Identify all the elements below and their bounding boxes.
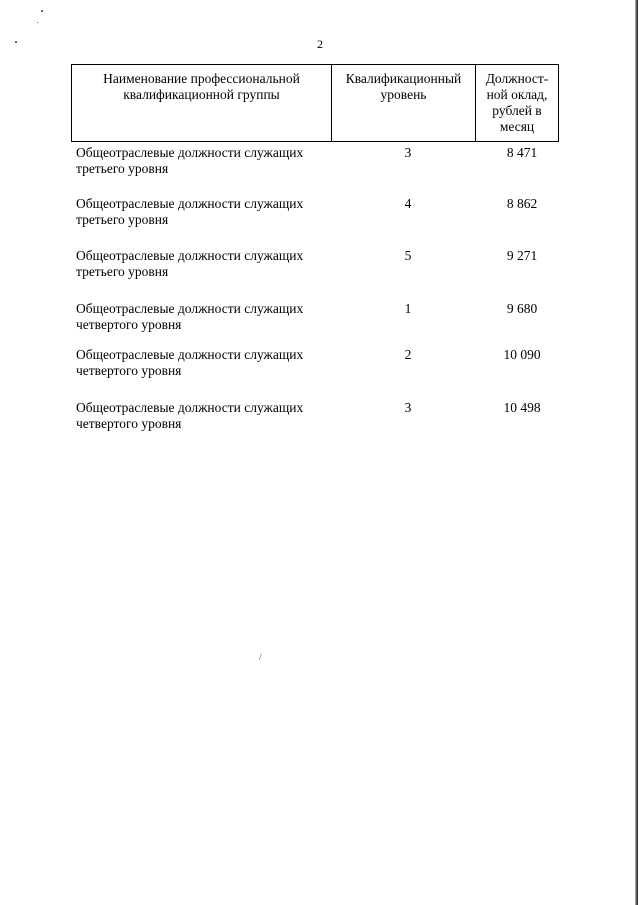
stray-pen-mark: / xyxy=(259,652,262,662)
cell-salary: 8 471 xyxy=(506,145,538,160)
header-qualification-level: Квалификационный уровень xyxy=(332,65,476,141)
header-group-name: Наименование профессиональной квалификационной группы xyxy=(72,65,332,141)
cell-level: 4 xyxy=(404,196,412,211)
table-row xyxy=(76,248,566,288)
table-row xyxy=(76,301,566,341)
scan-speck xyxy=(41,10,43,12)
page-number: 2 xyxy=(317,37,323,51)
table-row xyxy=(76,347,566,387)
cell-salary: 8 862 xyxy=(506,196,538,211)
cell-level: 2 xyxy=(404,347,412,362)
scan-speck xyxy=(37,22,38,23)
cell-group-name: Общеотраслевые должности служащих третьего уровня xyxy=(76,248,304,279)
cell-salary: 10 498 xyxy=(503,400,541,415)
cell-group-name: Общеотраслевые должности служащих третьего уровня xyxy=(76,196,304,227)
table-row xyxy=(76,400,566,440)
table-header xyxy=(71,64,559,142)
cell-level: 3 xyxy=(404,145,412,160)
cell-level: 3 xyxy=(404,400,412,415)
scan-edge-shadow xyxy=(635,0,638,905)
cell-group-name: Общеотраслевые должности служащих четвертого уровня xyxy=(76,301,304,332)
cell-level: 5 xyxy=(404,248,412,263)
cell-group-name: Общеотраслевые должности служащих четвертого уровня xyxy=(76,400,304,431)
cell-salary: 10 090 xyxy=(503,347,541,362)
header-salary: Должност-ной оклад, рублей в месяц xyxy=(485,71,549,134)
cell-group-name: Общеотраслевые должности служащих третьего уровня xyxy=(76,145,304,176)
cell-salary: 9 271 xyxy=(506,248,538,263)
cell-salary: 9 680 xyxy=(506,301,538,316)
table-row xyxy=(76,196,566,236)
cell-level: 1 xyxy=(404,301,412,316)
table-row xyxy=(76,145,566,185)
cell-group-name: Общеотраслевые должности служащих четвертого уровня xyxy=(76,347,304,378)
